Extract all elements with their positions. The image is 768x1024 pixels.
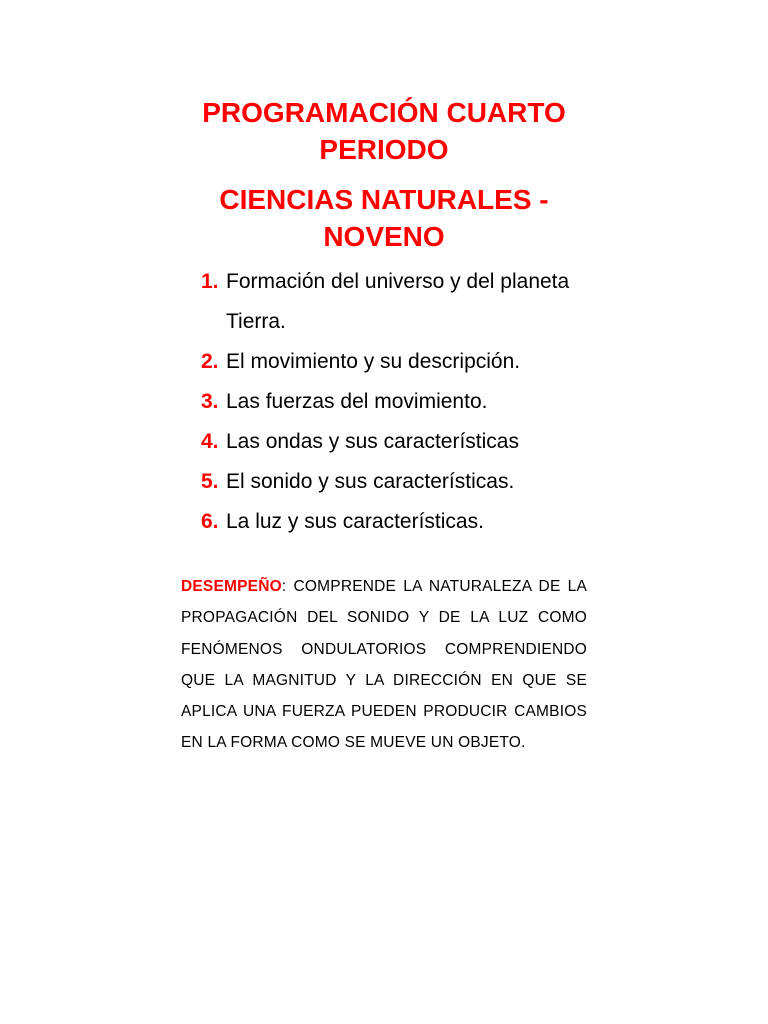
performance-label: DESEMPEÑO	[181, 578, 282, 595]
list-item	[201, 382, 601, 422]
performance-paragraph	[181, 571, 587, 759]
list-item-number: 5.	[201, 470, 219, 493]
list-item-number: 3.	[201, 390, 219, 413]
performance-separator: :	[281, 578, 287, 595]
list-item	[201, 342, 601, 382]
list-item-text: Formación del universo y del planeta Tierra.	[226, 270, 570, 333]
list-item-text: Las ondas y sus características	[226, 430, 519, 453]
topic-list	[201, 262, 601, 542]
list-item-text: El sonido y sus características.	[226, 470, 515, 493]
list-item-number: 2.	[201, 350, 219, 373]
page-title: PROGRAMACIÓN CUARTO PERIODO	[202, 97, 566, 165]
page-subtitle: CIENCIAS NATURALES - NOVENO	[219, 184, 549, 252]
list-item-number: 4.	[201, 430, 219, 453]
list-item-number: 6.	[201, 510, 219, 533]
list-item	[201, 422, 601, 462]
list-item-number: 1.	[201, 270, 219, 293]
list-item-text: Las fuerzas del movimiento.	[226, 390, 488, 413]
list-item	[201, 262, 601, 342]
list-item	[201, 462, 601, 502]
performance-text: COMPRENDE LA NATURALEZA DE LA PROPAGACIÓN DEL SONIDO Y DE LA LUZ COMO FENÓMENOS ONDULATORIOS COMPRENDIENDO QUE LA MAGNITUD Y LA DIRECCIÓN EN QUE SE APLICA UNA FUERZA PUEDEN PRODUCIR CAMBIOS EN LA FORMA COMO SE MUEVE UN OBJETO.	[181, 578, 587, 752]
list-item	[201, 502, 601, 542]
list-item-text: La luz y sus características.	[226, 510, 484, 533]
list-item-text: El movimiento y su descripción.	[226, 350, 521, 373]
